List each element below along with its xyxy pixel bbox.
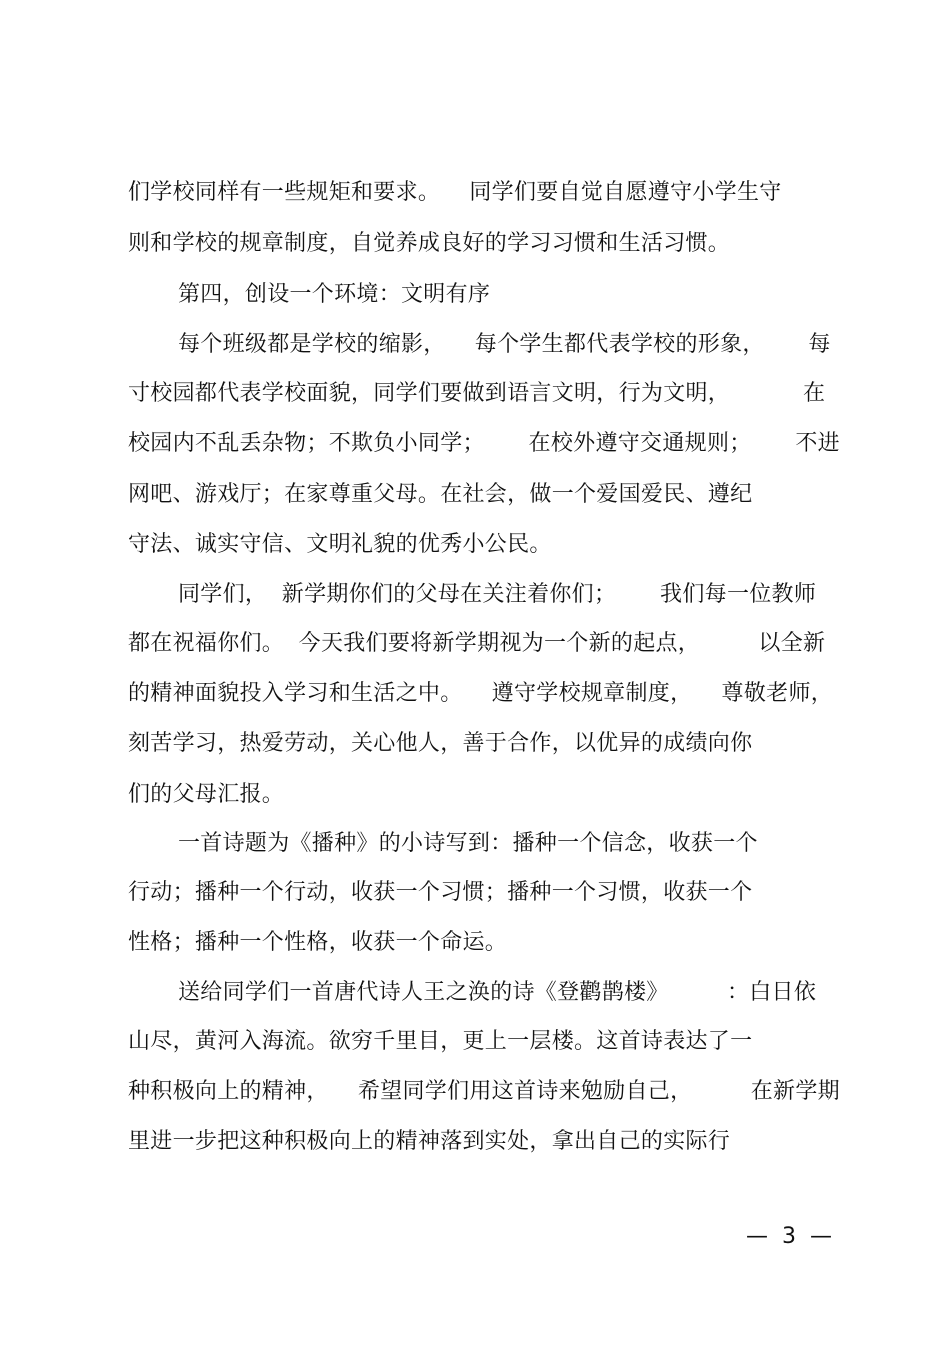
text-line: 里进一步把这种积极向上的精神落到实处，拿出自己的实际行 — [128, 1129, 731, 1154]
text-line: 种积极向上的精神， 希望同学们用这首诗来勉励自己， 在新学期 — [128, 1079, 840, 1104]
text-line: 每个班级都是学校的缩影， 每个学生都代表学校的形象， 每 — [178, 332, 831, 357]
section-heading: 第四，创设一个环境：文明有序 — [178, 282, 491, 307]
text-line: 寸校园都代表学校面貌，同学们要做到语言文明，行为文明， 在 — [128, 381, 826, 406]
text-line: 校园内不乱丢杂物；不欺负小同学； 在校外遵守交通规则； 不进 — [128, 431, 840, 456]
text-line: 一首诗题为《播种》的小诗写到：播种一个信念，收获一个 — [178, 831, 758, 856]
text-line: 行动；播种一个行动，收获一个习惯；播种一个习惯，收获一个 — [128, 880, 753, 905]
text-line: 山尽，黄河入海流。欲穷千里目，更上一层楼。这首诗表达了一 — [128, 1029, 753, 1054]
text-line: 则和学校的规章制度，自觉养成良好的学习习惯和生活习惯。 — [128, 231, 731, 256]
text-line: 守法、诚实守信、文明礼貌的优秀小公民。 — [128, 532, 552, 557]
text-line: 刻苦学习，热爱劳动，关心他人，善于合作，以优异的成绩向你 — [128, 731, 753, 756]
text-line: 网吧、游戏厅；在家尊重父母。在社会，做一个爱国爱民、遵纪 — [128, 482, 753, 507]
text-line: 的精神面貌投入学习和生活之中。 遵守学校规章制度， 尊敬老师， — [128, 681, 834, 706]
text-line: 们学校同样有一些规矩和要求。 同学们要自觉自愿遵守小学生守 — [128, 180, 782, 205]
text-line: 都在祝福你们。 今天我们要将新学期视为一个新的起点， 以全新 — [128, 631, 826, 656]
text-line: 性格；播种一个性格，收获一个命运。 — [128, 930, 508, 955]
text-line: 送给同学们一首唐代诗人王之涣的诗《登鹳鹊楼》 ：白日依 — [178, 980, 817, 1005]
text-line: 同学们， 新学期你们的父母在关注着你们； 我们每一位教师 — [178, 582, 817, 607]
text-line: 们的父母汇报。 — [128, 782, 285, 807]
page-number: — 3 — — [746, 1224, 832, 1249]
